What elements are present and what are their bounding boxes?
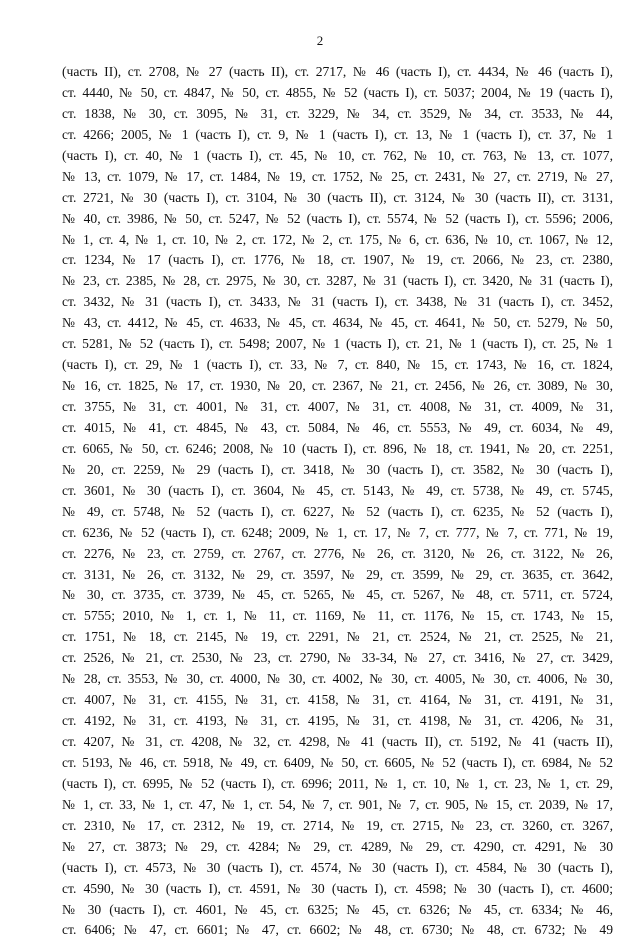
text-line: № 43, ст. 4412, № 45, ст. 4633, № 45, ст. 4634, № 45, ст. 4641, № 50, ст. 5279, № 50, (62, 315, 613, 331)
text-line: ст. 4015, № 41, ст. 4845, № 43, ст. 5084, № 46, ст. 5553, № 49, ст. 6034, № 49, (62, 419, 613, 435)
text-line: № 28, ст. 3553, № 30, ст. 4000, № 30, ст. 4002, № 30, ст. 4005, № 30, ст. 4006, № 30, (62, 671, 613, 687)
text-line: ст. 1234, № 17 (часть I), ст. 1776, № 18, ст. 1907, № 19, ст. 2066, № 23, ст. 2380, (62, 252, 613, 268)
text-line: ст. 3755, № 31, ст. 4001, № 31, ст. 4007, № 31, ст. 4008, № 31, ст. 4009, № 31, (62, 399, 613, 414)
text-line: № 30, ст. 3735, ст. 3739, № 45, ст. 5265, № 45, ст. 5267, № 48, ст. 5711, ст. 5724, (62, 587, 613, 603)
text-line: (часть I), ст. 4573, № 30 (часть I), ст. 4574, № 30 (часть I), ст. 4584, № 30 (часть I), (62, 859, 613, 875)
text-line: № 1, ст. 33, № 1, ст. 47, № 1, ст. 54, № 7, ст. 901, № 7, ст. 905, № 15, ст. 2039, № 17, (62, 796, 613, 812)
text-line: ст. 1751, № 18, ст. 2145, № 19, ст. 2291, № 21, ст. 2524, № 21, ст. 2525, № 21, (62, 629, 613, 645)
text-line: ст. 4590, № 30 (часть I), ст. 4591, № 30 (часть I), ст. 4598; № 30 (часть I), ст. 4600; (62, 880, 613, 896)
text-line: № 16, ст. 1825, № 17, ст. 1930, № 20, ст. 2367, № 21, ст. 2456, № 26, ст. 3089, № 30, (62, 378, 613, 394)
text-line: № 23, ст. 2385, № 28, ст. 2975, № 30, ст. 3287, № 31 (часть I), ст. 3420, № 31 (часть I), (62, 273, 613, 289)
page-number: 2 (316, 33, 324, 48)
text-line: (часть II), ст. 2708, № 27 (часть II), ст. 2717, № 46 (часть I), ст. 4434, № 46 (часть I), (62, 64, 613, 79)
text-line: ст. 4007, № 31, ст. 4155, № 31, ст. 4158, № 31, ст. 4164, № 31, ст. 4191, № 31, (62, 692, 613, 708)
text-line: ст. 4207, № 31, ст. 4208, № 32, ст. 4298, № 41 (часть II), ст. 5192, № 41 (часть II), (62, 734, 613, 749)
text-line: № 20, ст. 2259, № 29 (часть I), ст. 3418, № 30 (часть I), ст. 3582, № 30 (часть I), (62, 461, 613, 477)
text-line: № 13, ст. 1079, № 17, ст. 1484, № 19, ст. 1752, № 25, ст. 2431, № 27, ст. 2719, № 27, (62, 168, 613, 184)
text-line: № 49, ст. 5748, № 52 (часть I), ст. 6227, № 52 (часть I), ст. 6235, № 52 (часть I), (62, 503, 613, 519)
text-line: ст. 4266; 2005, № 1 (часть I), ст. 9, № 1 (часть I), ст. 13, № 1 (часть I), ст. 37, № 1 (62, 126, 613, 142)
text-line: ст. 3131, № 26, ст. 3132, № 29, ст. 3597, № 29, ст. 3599, № 29, ст. 3635, ст. 3642, (62, 566, 613, 582)
text-line: (часть I), ст. 40, № 1 (часть I), ст. 45, № 10, ст. 762, № 10, ст. 763, № 13, ст. 1077, (62, 147, 613, 163)
text-line: ст. 4192, № 31, ст. 4193, № 31, ст. 4195, № 31, ст. 4198, № 31, ст. 4206, № 31, (62, 713, 613, 729)
text-line: ст. 2310, № 17, ст. 2312, № 19, ст. 2714, № 19, ст. 2715, № 23, ст. 3260, ст. 3267, (62, 817, 613, 833)
text-line: ст. 4440, № 50, ст. 4847, № 50, ст. 4855, № 52 (часть I), ст. 5037; 2004, № 19 (часть I), (62, 84, 613, 100)
text-line: ст. 2276, № 23, ст. 2759, ст. 2767, ст. 2776, № 26, ст. 3120, № 26, ст. 3122, № 26, (62, 545, 613, 561)
text-line: ст. 5281, № 52 (часть I), ст. 5498; 2007, № 1 (часть I), ст. 21, № 1 (часть I), ст. 25, № 1 (62, 336, 613, 352)
text-line: ст. 6065, № 50, ст. 6246; 2008, № 10 (часть I), ст. 896, № 18, ст. 1941, № 20, ст. 2251, (62, 440, 613, 456)
text-line: (часть I), ст. 29, № 1 (часть I), ст. 33, № 7, ст. 840, № 15, ст. 1743, № 16, ст. 1824, (62, 357, 613, 373)
text-line: ст. 3601, № 30 (часть I), ст. 3604, № 45, ст. 5143, № 49, ст. 5738, № 49, ст. 5745, (62, 482, 613, 498)
text-line: (часть I), ст. 6995, № 52 (часть I), ст. 6996; 2011, № 1, ст. 10, № 1, ст. 23, № 1, ст. 29, (62, 775, 613, 791)
text-line: ст. 6406; № 47, ст. 6601; № 47, ст. 6602; № 48, ст. 6730; № 48, ст. 6732; № 49 (62, 922, 613, 938)
text-line: ст. 5193, № 46, ст. 5918, № 49, ст. 6409, № 50, ст. 6605, № 52 (часть I), ст. 6984, № 52 (62, 754, 613, 770)
text-line: ст. 5755; 2010, № 1, ст. 1, № 11, ст. 1169, № 11, ст. 1176, № 15, ст. 1743, № 15, (62, 608, 613, 624)
text-line: ст. 3432, № 31 (часть I), ст. 3433, № 31 (часть I), ст. 3438, № 31 (часть I), ст. 3452, (62, 294, 613, 310)
text-line: № 1, ст. 4, № 1, ст. 10, № 2, ст. 172, № 2, ст. 175, № 6, ст. 636, № 10, ст. 1067, № 12, (62, 231, 613, 247)
text-line: ст. 2526, № 21, ст. 2530, № 23, ст. 2790, № 33-34, № 27, ст. 3416, № 27, ст. 3429, (62, 650, 613, 666)
text-line: ст. 2721, № 30 (часть I), ст. 3104, № 30 (часть II), ст. 3124, № 30 (часть II), ст. 3131, (62, 189, 613, 205)
text-line: № 40, ст. 3986, № 50, ст. 5247, № 52 (часть I), ст. 5574, № 52 (часть I), ст. 5596; 2006, (62, 210, 613, 226)
text-line: № 30 (часть I), ст. 4601, № 45, ст. 6325; № 45, ст. 6326; № 45, ст. 6334; № 46, (62, 901, 613, 917)
text-line: ст. 6236, № 52 (часть I), ст. 6248; 2009, № 1, ст. 17, № 7, ст. 777, № 7, ст. 771, № 19, (62, 524, 613, 540)
text-line: ст. 1838, № 30, ст. 3095, № 31, ст. 3229, № 34, ст. 3529, № 34, ст. 3533, № 44, (62, 105, 613, 121)
text-line: № 27, ст. 3873; № 29, ст. 4284; № 29, ст. 4289, № 29, ст. 4290, ст. 4291, № 30 (62, 838, 613, 854)
body-text (62, 62, 613, 941)
